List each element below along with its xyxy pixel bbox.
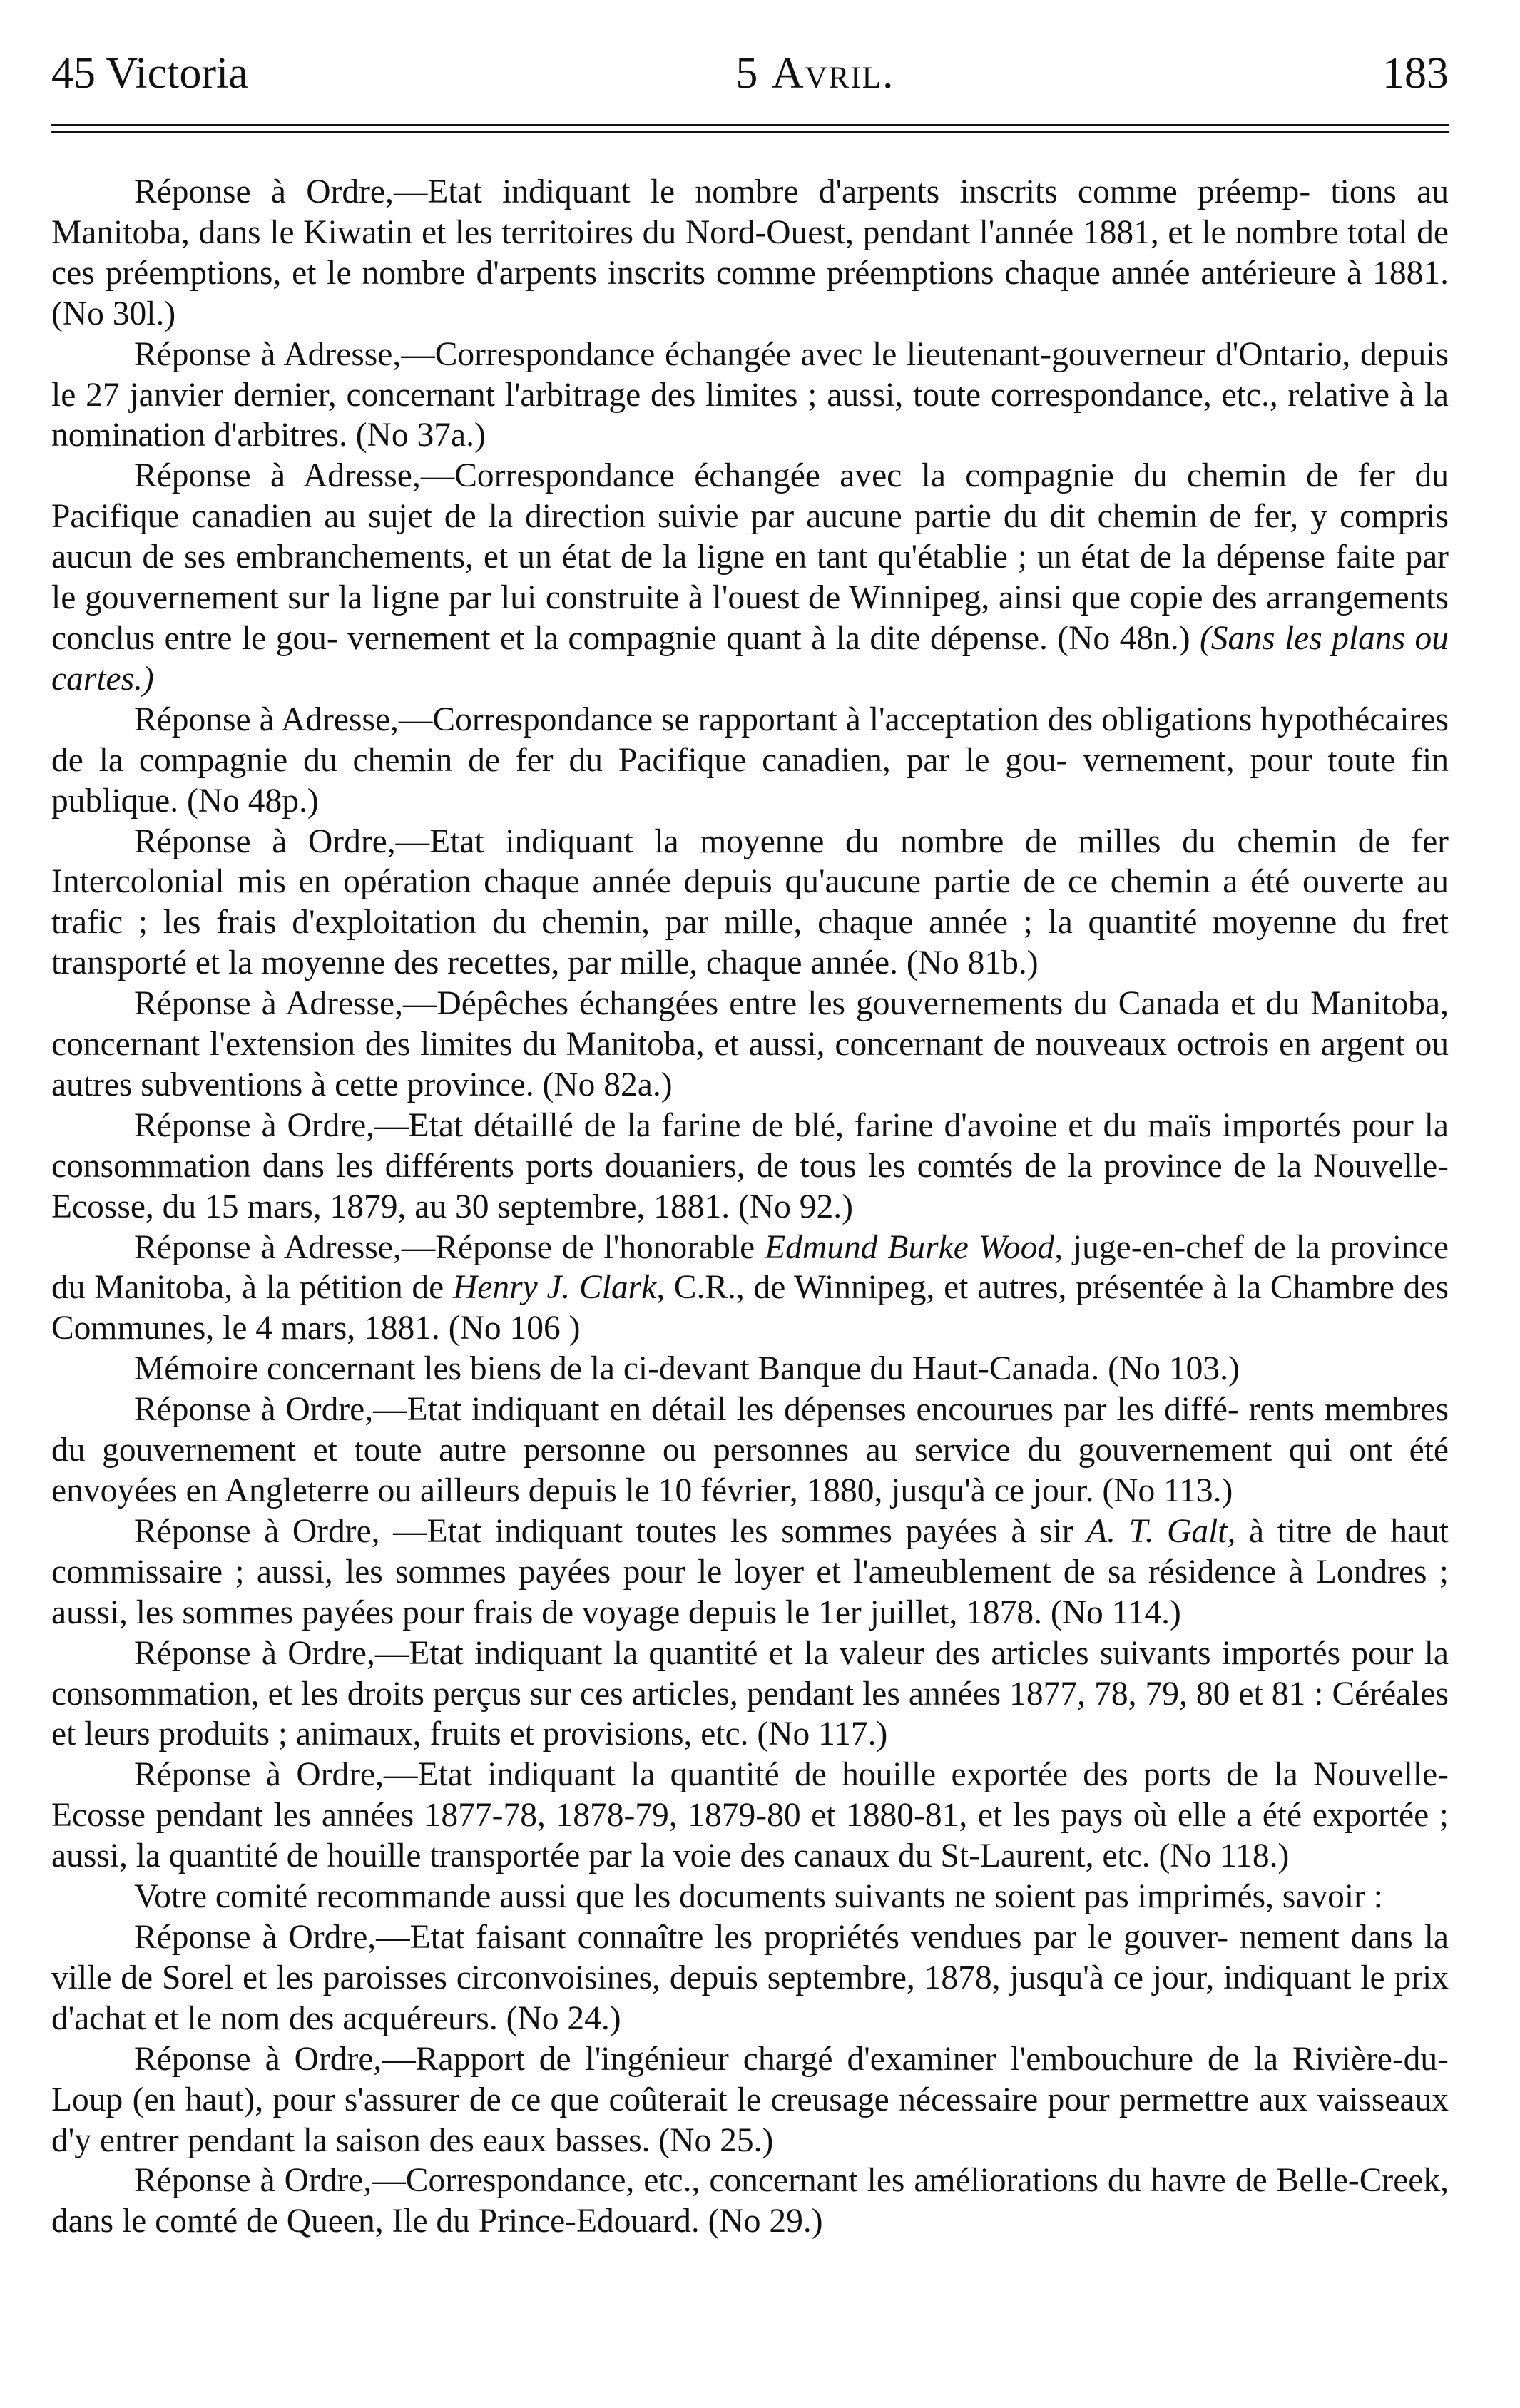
page-number: 183 bbox=[1382, 49, 1449, 98]
paragraph-8-name-1: Edmund Burke Wood, bbox=[765, 1228, 1064, 1266]
paragraph-5: Réponse à Ordre,—Etat indiquant la moyenne du nombre de milles du chemin de fer Intercolonial mis en opération chaque année depuis qu'aucune partie de ce chemin a été ouverte au trafic ; les frais d'exploitation du chemin, par mille, chaque année ; la quantité moyenne du fret transporté et la moyenne des recettes, par mille, chaque année. (No 81b.) bbox=[51, 822, 1449, 982]
paragraph-6: Réponse à Adresse,—Dépêches échangées entre les gouvernements du Canada et du Manitoba, concernant l'extension des limites du Manitoba, et aussi, concernant de nouveaux octrois en argent ou autres subventions à cette province. (No 82a.) bbox=[51, 985, 1449, 1103]
paragraph-8-mid: juge-en-chef de la province du Manitoba, à la pétition de bbox=[51, 1228, 1449, 1307]
paragraph-10: Réponse à Ordre,—Etat indiquant en détail les dépenses encourues par les diffé- rents membres du gouvernement et toute autre personne ou personnes au service du gouvernement qui ont été envoyées en Angleterre ou ailleurs depuis le 10 février, 1880, jusqu'à ce jour. (No 113.) bbox=[51, 1391, 1449, 1509]
paragraph-11-lead: Réponse à Ordre, —Etat indiquant toutes les sommes payées à sir bbox=[134, 1512, 1073, 1550]
paragraph-1: Réponse à Ordre,—Etat indiquant le nombre d'arpents inscrits comme préemp- tions au Manitoba, dans le Kiwatin et les territoires du Nord-Ouest, pendant l'année 1881, et le nombre total de ces préemptions, et le nombre d'arpents inscrits comme préemptions chaque année antérieure à 1881. (No 30l.) bbox=[51, 173, 1449, 332]
paragraph-8 bbox=[51, 1228, 1449, 1350]
paragraph-8-tail: C.R., de Winnipeg, et autres, présentée à la Chambre des Communes, le 4 mars, 1881. (No 106 ) bbox=[51, 1269, 1449, 1347]
paragraph-12: Réponse à Ordre,—Etat indiquant la quantité et la valeur des articles suivants importés pour la consommation, et les droits perçus sur ces articles, pendant les années 1877, 78, 79, 80 et 81 : Céréales et leurs produits ; animaux, fruits et provisions, etc. (No 117.) bbox=[51, 1634, 1449, 1753]
paragraph-11-tail: à titre de haut commissaire ; aussi, les sommes payées pour le loyer et l'ameublement de sa résidence à Londres ; aussi, les sommes payées pour frais de voyage depuis le 1er juillet, 1878. (No 114.) bbox=[51, 1512, 1449, 1631]
header-date-day: 5 bbox=[735, 49, 760, 98]
paragraph-9: Mémoire concernant les biens de la ci-devant Banque du Haut-Canada. (No 103.) bbox=[134, 1350, 1240, 1388]
paragraph-13: Réponse à Ordre,—Etat indiquant la quantité de houille exportée des ports de la Nouvelle-Ecosse pendant les années 1877-78, 1878-79, 1879-80 et 1880-81, et les pays où elle a été exportée ; aussi, la quantité de houille transportée par la voie des canaux du St-Laurent, etc. (No 118.) bbox=[51, 1756, 1449, 1875]
paragraph-11 bbox=[51, 1511, 1449, 1633]
paragraph-4: Réponse à Adresse,—Correspondance se rapportant à l'acceptation des obligations hypothécaires de la compagnie du chemin de fer du Pacifique canadien, par le gou- vernement, pour toute fin publique. (No 48p.) bbox=[51, 700, 1449, 820]
paragraph-8-lead: Réponse à Adresse,—Réponse de l'honorable bbox=[134, 1228, 755, 1266]
paragraph-16: Réponse à Ordre,—Rapport de l'ingénieur chargé d'examiner l'embouchure de la Rivière-du-Loup (en haut), pour s'assurer de ce que coûterait le creusage nécessaire pour permettre aux vaisseaux d'y entrer pendant la saison des eaux basses. (No 25.) bbox=[51, 2040, 1449, 2159]
paragraph-14: Votre comité recommande aussi que les documents suivants ne soient pas imprimés, savoir : bbox=[134, 1878, 1383, 1916]
paragraph-11-name: A. T. Galt, bbox=[1086, 1512, 1236, 1550]
document-body bbox=[51, 172, 1449, 2242]
header-date bbox=[735, 51, 894, 96]
running-header bbox=[51, 51, 1449, 96]
paragraph-3-note: (Sans les plans ou cartes.) bbox=[51, 619, 1449, 698]
header-date-month: Avril. bbox=[771, 49, 895, 98]
paragraph-8-name-2: Henry J. Clark, bbox=[452, 1269, 665, 1307]
header-session: 45 Victoria bbox=[51, 49, 248, 98]
paragraph-17: Réponse à Ordre,—Correspondance, etc., concernant les améliorations du havre de Belle-Creek, dans le comté de Queen, Ile du Prince-Edouard. (No 29.) bbox=[51, 2162, 1449, 2240]
paragraph-3 bbox=[51, 456, 1449, 699]
paragraph-2: Réponse à Adresse,—Correspondance échangée avec le lieutenant-gouverneur d'Ontario, depuis le 27 janvier dernier, concernant l'arbitrage des limites ; aussi, toute correspondance, etc., relative à la nomination d'arbitres. (No 37a.) bbox=[51, 335, 1449, 454]
paragraph-7: Réponse à Ordre,—Etat détaillé de la farine de blé, farine d'avoine et du maïs importés pour la consommation dans les différents ports douaniers, de tous les comtés de la province de la Nouvelle-Ecosse, du 15 mars, 1879, au 30 septembre, 1881. (No 92.) bbox=[51, 1106, 1449, 1225]
paragraph-3-text: Réponse à Adresse,—Correspondance échangée avec la compagnie du chemin de fer du Pacifique canadien au sujet de la direction suivie par aucune partie du dit chemin de fer, y compris aucun de ses embranchements, et un état de la ligne en tant qu'établie ; un état de la dépense faite par le gouvernement sur la ligne par lui construite à l'ouest de Winnipeg, ainsi que copie des arrangements conclus entre le gou- vernement et la compagnie quant à la dite dépense. (No 48n.) bbox=[51, 457, 1449, 657]
paragraph-15: Réponse à Ordre,—Etat faisant connaître les propriétés vendues par le gouver- nement dans la ville de Sorel et les paroisses circonvoisines, depuis septembre, 1878, jusqu'à ce jour, indiquant le prix d'achat et le nom des acquéreurs. (No 24.) bbox=[51, 1918, 1449, 2037]
header-double-rule bbox=[51, 124, 1449, 133]
